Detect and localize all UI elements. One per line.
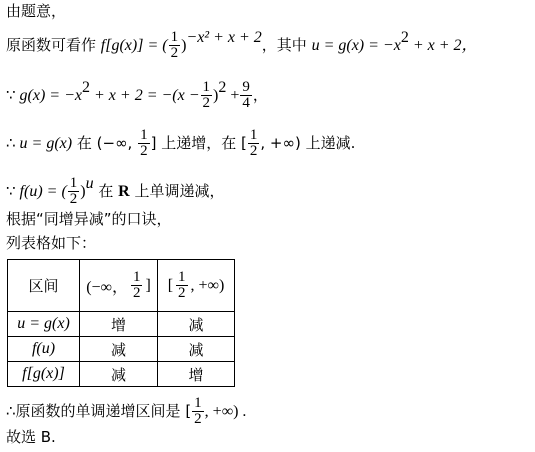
line-monotonicity-u [6, 128, 355, 159]
g-sup: 2 [82, 79, 90, 96]
table-header-row [8, 260, 235, 312]
line-answer [6, 430, 56, 445]
table-intro-text: 列表格如下： [6, 234, 97, 252]
fraction-one-half [248, 128, 260, 159]
cell-right: 减 [158, 312, 235, 337]
interval-text-2: ] 上递增，在 [ [150, 134, 247, 152]
table-row [8, 312, 235, 337]
conclusion-interval-end: , +∞) . [204, 403, 247, 420]
u-definition-rest: + x + 2， [408, 37, 478, 54]
line-table-intro [6, 236, 96, 251]
right-interval-open: [ [167, 276, 174, 294]
row-label: f[g(x)] [8, 362, 80, 387]
frac-num: 1 [202, 79, 211, 95]
where-text: ，其中 [261, 36, 312, 54]
cell-right: 增 [158, 362, 235, 387]
comma: ， [252, 86, 268, 104]
answer-text: 故选 B. [6, 428, 56, 446]
frac-num: 1 [132, 269, 141, 285]
frac-num: 1 [249, 127, 258, 143]
frac-num: 1 [194, 395, 202, 411]
frac-den: 2 [249, 143, 258, 159]
frac-den: 2 [132, 285, 141, 301]
frac-num: 1 [170, 29, 179, 45]
in-text: 在 [93, 182, 119, 200]
intro-text: 由题意， [6, 2, 67, 20]
frac-num: 1 [69, 175, 78, 191]
line-vertex-form [6, 80, 268, 111]
header-interval [8, 260, 80, 312]
paren-close: ) [213, 87, 219, 104]
fraction-one-half [201, 80, 213, 111]
therefore-symbol: ∴ [6, 134, 16, 152]
right-interval-expr [168, 270, 225, 301]
g-expr: g(x) = −x [15, 87, 82, 104]
decreasing-text: 上单调递减， [129, 182, 225, 200]
because-symbol: ∵ [6, 182, 16, 200]
left-interval-open: (−∞， [86, 279, 128, 296]
cell-left: 减 [80, 337, 158, 362]
header-right-interval [158, 260, 235, 312]
f-symbol: f [100, 37, 106, 54]
paren-close: ) [80, 183, 86, 200]
fraction-one-half [138, 128, 150, 159]
left-interval-expr [86, 270, 151, 301]
line-conclusion [6, 396, 246, 427]
composition-prefix: 原函数可看作 [6, 36, 101, 54]
fraction-nine-quarters [240, 80, 252, 111]
cell-left: 增 [80, 312, 158, 337]
monotonicity-table [7, 259, 235, 387]
fraction-one-half [192, 396, 204, 427]
paren-close: ) [181, 37, 187, 54]
line-intro [6, 4, 66, 19]
fraction-one-half [68, 176, 80, 207]
frac-den: 4 [242, 95, 250, 111]
conclusion-text: 原函数的单调递增区间是 [ [15, 402, 192, 420]
f-expr: f(u) = ( [15, 183, 67, 200]
fraction-one-half [176, 270, 188, 301]
therefore-symbol: ∴ [6, 402, 16, 420]
row-label: u = g(x) [8, 312, 80, 337]
cell-right: 减 [158, 337, 235, 362]
line-composition [6, 30, 478, 61]
plus: + [226, 87, 240, 104]
table-row [8, 362, 235, 387]
frac-den: 2 [202, 95, 211, 111]
right-interval-close: , +∞) [190, 276, 225, 294]
left-interval-close: ] [145, 276, 151, 294]
table-row [8, 337, 235, 362]
u-sup: 2 [400, 29, 409, 46]
reals-symbol: R [118, 183, 130, 200]
exponent: −x² + x + 2 [186, 29, 262, 46]
header-interval-label: 区间 [28, 277, 59, 295]
frac-den: 2 [194, 411, 202, 427]
frac-den: 2 [178, 285, 186, 301]
header-left-interval [80, 260, 158, 312]
composition-expr: [g(x)] = ( [105, 37, 168, 54]
frac-num: 9 [242, 79, 250, 95]
frac-den: 2 [69, 191, 78, 207]
line-rule [6, 212, 172, 227]
interval-text-3: , +∞) 上递减. [260, 134, 356, 152]
interval-text-1: 在 (−∞, [72, 134, 138, 152]
row-label: f(u) [8, 337, 80, 362]
u-exponent: u [85, 175, 94, 192]
frac-num: 1 [140, 127, 148, 143]
frac-den: 2 [170, 45, 179, 61]
fraction-one-half [131, 270, 143, 301]
rule-text: 根据“同增异减”的口诀， [6, 210, 172, 228]
because-symbol: ∵ [6, 86, 16, 104]
u-expr: u = g(x) [15, 135, 73, 152]
fraction-one-half [169, 30, 181, 61]
u-definition: u = g(x) = −x [311, 37, 401, 54]
frac-num: 1 [178, 269, 186, 285]
line-monotonicity-f [6, 176, 225, 207]
frac-den: 2 [140, 143, 148, 159]
g-expr-2: + x + 2 = −(x − [90, 87, 200, 104]
cell-left: 减 [80, 362, 158, 387]
square-sup: 2 [218, 79, 227, 96]
